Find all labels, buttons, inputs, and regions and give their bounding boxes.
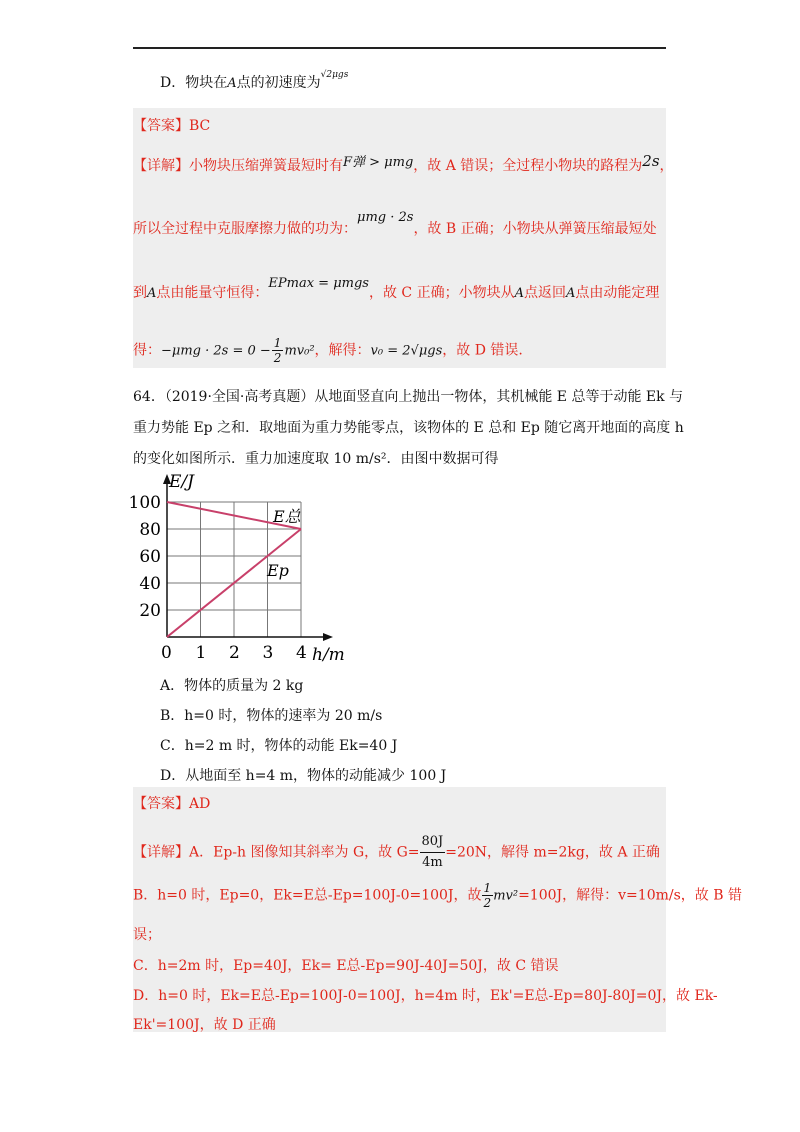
x-tick-label: 1	[195, 643, 207, 663]
fraction-half: $\frac{1}{2}$	[273, 336, 282, 365]
q64-option-d: D．从地面至 h=4 m，物体的动能减少 100 J	[160, 768, 447, 784]
answer1-line: 【答案】BC	[133, 118, 211, 134]
y-tick-label: 20	[139, 601, 161, 621]
detail1-line4: 得：−μmg · 2s = 0 − $\frac{1}{2}$ mv₀²，解得：v₀ = 2√μgs，故 D 错误.	[133, 336, 523, 365]
x-axis-label: h/m	[312, 645, 345, 665]
answer1-shade	[133, 108, 666, 368]
detail1-line2: 所以全过程中克服摩擦力做的功为：μmg · 2s，故 B 正确；小物块从弹簧压缩最短处	[133, 210, 657, 237]
fraction-half-b: $\frac{1}{2}$	[483, 881, 492, 910]
x-tick-label: 2	[229, 643, 240, 663]
answer2-line: 【答案】AD	[133, 796, 211, 812]
q64-option-b: B．h=0 时，物体的速率为 20 m/s	[160, 708, 383, 724]
q64-option-c: C．h=2 m 时，物体的动能 Ek=40 J	[160, 738, 398, 754]
y-tick-label: 60	[139, 547, 161, 567]
series-label-etotal: E总	[273, 507, 301, 526]
detail1-line3: 到A点由能量守恒得：EPmax = μmgs，故 C 正确；小物块从A点返回A点由动能定理	[133, 276, 660, 301]
prev-option-d: D．物块在A点的初速度为$^{√2\mu gs}$	[160, 70, 349, 91]
x-tick-label: 3	[262, 643, 274, 663]
x-tick-label: 4	[296, 643, 307, 663]
detail2-line-b: B．h=0 时，Ep=0，Ek=E总-Ep=100J-0=100J，故 $\frac{1}{2}$ mv²=100J，解得：v=10m/s，故 B 错	[133, 881, 742, 910]
detail2-line-b2: 误；	[133, 927, 161, 943]
series-label-ep: Ep	[267, 561, 289, 580]
y-tick-label: 40	[139, 574, 161, 594]
energy-height-chart	[125, 470, 365, 670]
q64-line1: 64．（2019·全国·高考真题）从地面竖直向上抛出一物体，其机械能 E 总等于动能 Ek 与	[133, 389, 684, 405]
q64-line2: 重力势能 Ep 之和．取地面为重力势能零点，该物体的 E 总和 Ep 随它离开地面的高度 h	[133, 420, 684, 436]
x-tick-label: 0	[161, 643, 172, 663]
fraction-80j-4m: $\frac{80J}{4m}$	[421, 834, 444, 870]
detail2-line-a: 【详解】A．Ep-h 图像知其斜率为 G，故 G= $\frac{80J}{4m}$ =20N，解得 m=2kg，故 A 正确	[133, 832, 660, 873]
y-tick-label: 80	[139, 520, 161, 540]
x-axis-arrow	[323, 633, 333, 641]
q64-line3: 的变化如图所示．重力加速度取 10 m/s²．由图中数据可得	[133, 451, 499, 467]
detail2-line-d1: D．h=0 时，Ek=E总-Ep=100J-0=100J，h=4m 时，Ek'=E总-Ep=80J-80J=0J，故 Ek-	[133, 988, 718, 1004]
detail2-line-d2: Ek'=100J，故 D 正确	[133, 1017, 276, 1033]
y-axis-label: E/J	[169, 472, 194, 492]
detail2-line-c: C．h=2m 时，Ep=40J，Ek= E总-Ep=90J-40J=50J，故 C 错误	[133, 958, 559, 974]
chart-axes	[163, 474, 333, 641]
y-tick-label: 100	[128, 493, 161, 513]
top-rule	[133, 47, 666, 49]
detail1-line1: 【详解】小物块压缩弹簧最短时有F弹 > μmg，故 A 错误；全过程小物块的路程为2s，	[133, 152, 674, 174]
q64-option-a: A．物体的质量为 2 kg	[160, 678, 304, 694]
